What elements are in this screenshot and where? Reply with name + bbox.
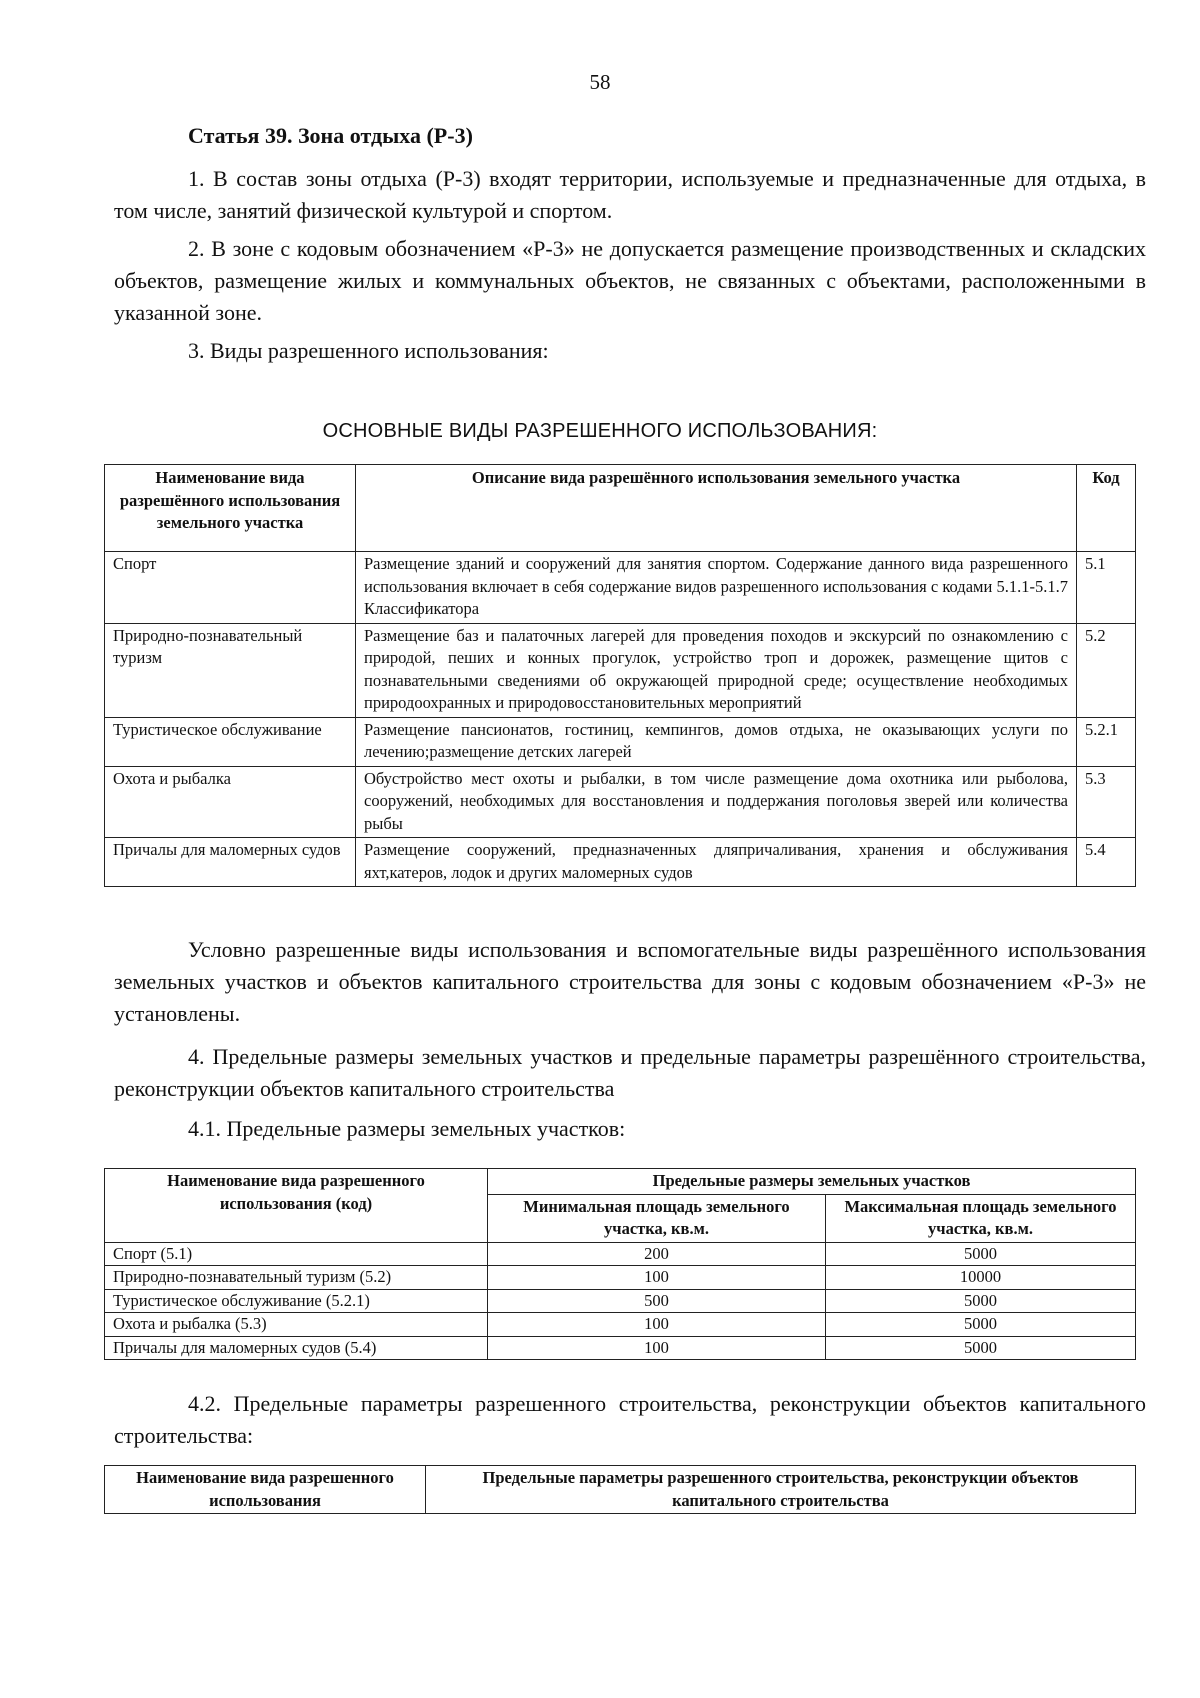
max-area: 5000 xyxy=(826,1313,1136,1337)
paragraph-3: 3. Виды разрешенного использования: xyxy=(188,338,549,363)
min-area: 100 xyxy=(488,1313,826,1337)
table-row xyxy=(105,1313,1136,1337)
table-row xyxy=(105,717,1136,766)
header-build-params: Предельные параметры разрешенного строительства, реконструкции объектов капитального строительства xyxy=(426,1466,1136,1514)
build-params-table xyxy=(104,1465,1136,1514)
min-area: 100 xyxy=(488,1336,826,1360)
min-area: 500 xyxy=(488,1289,826,1313)
use-name-code: Причалы для маломерных судов (5.4) xyxy=(105,1336,488,1360)
use-code: 5.4 xyxy=(1077,838,1136,887)
article-title: Статья 39. Зона отдыха (Р-3) xyxy=(188,123,473,148)
max-area: 5000 xyxy=(826,1336,1136,1360)
header-plot-sizes-group: Предельные размеры земельных участков xyxy=(488,1169,1136,1195)
use-name-code: Охота и рыбалка (5.3) xyxy=(105,1313,488,1337)
header-min-area: Минимальная площадь земельного участка, кв.м. xyxy=(488,1194,826,1242)
page-number: 58 xyxy=(589,70,611,94)
use-description: Размещение пансионатов, гостиниц, кемпингов, домов отдыха, не оказывающих услуги по лечению;размещение детских лагерей xyxy=(356,717,1077,766)
table-row xyxy=(105,552,1136,624)
paragraph-5: 4. Предельные размеры земельных участков и предельные параметры разрешённого строительства, реконструкции объектов капитального строительства xyxy=(114,1044,1146,1101)
plot-sizes-table xyxy=(104,1168,1136,1360)
paragraph-2: 2. В зоне с кодовым обозначением «Р-3» не допускается размещение производственных и складских объектов, размещение жилых и коммунальных объектов, не связанных с объектами, расположенными в указанной зоне. xyxy=(114,236,1146,325)
max-area: 10000 xyxy=(826,1266,1136,1290)
main-uses-heading: ОСНОВНЫЕ ВИДЫ РАЗРЕШЕННОГО ИСПОЛЬЗОВАНИЯ: xyxy=(322,420,878,442)
use-name-code: Природно-познавательный туризм (5.2) xyxy=(105,1266,488,1290)
table-row xyxy=(105,766,1136,838)
use-name: Охота и рыбалка xyxy=(105,766,356,838)
table-row xyxy=(105,1289,1136,1313)
header-use-name-code: Наименование вида разрешенного использования (код) xyxy=(105,1169,488,1243)
use-name-code: Туристическое обслуживание (5.2.1) xyxy=(105,1289,488,1313)
table-row xyxy=(105,838,1136,887)
table-header-row xyxy=(105,1169,1136,1195)
use-description: Размещение зданий и сооружений для занятия спортом. Содержание данного вида разрешенного использования включает в себя содержание видов разрешенного использования с кодами 5.1.1-5.1.7 Классификатора xyxy=(356,552,1077,624)
table-row xyxy=(105,1242,1136,1266)
use-code: 5.2.1 xyxy=(1077,717,1136,766)
table-row xyxy=(105,1266,1136,1290)
max-area: 5000 xyxy=(826,1289,1136,1313)
use-code: 5.3 xyxy=(1077,766,1136,838)
use-description: Размещение баз и палаточных лагерей для проведения походов и экскурсий по ознакомлению с природой, пеших и конных прогулок, устройство троп и дорожек, размещение щитов с познавательными сведениями об окружающей природной среде; осуществление необходимых природоохранных и природовосстановительных мероприятий xyxy=(356,623,1077,717)
table-header-row xyxy=(105,465,1136,552)
paragraph-1: 1. В состав зоны отдыха (Р-3) входят территории, используемые и предназначенные для отдыха, в том числе, занятий физической культурой и спортом. xyxy=(114,166,1146,223)
max-area: 5000 xyxy=(826,1242,1136,1266)
use-name: Спорт xyxy=(105,552,356,624)
use-name: Причалы для маломерных судов xyxy=(105,838,356,887)
min-area: 200 xyxy=(488,1242,826,1266)
paragraph-4: Условно разрешенные виды использования и вспомогательные виды разрешённого использования земельных участков и объектов капитального строительства для зоны с кодовым обозначением «Р-3» не установлены. xyxy=(114,937,1146,1026)
use-code: 5.2 xyxy=(1077,623,1136,717)
table-row xyxy=(105,1336,1136,1360)
table-row xyxy=(105,623,1136,717)
header-code: Код xyxy=(1077,465,1136,552)
use-description: Обустройство мест охоты и рыбалки, в том числе размещение дома охотника или рыболова, сооружений, необходимых для восстановления и поддержания поголовья зверей или количества рыбы xyxy=(356,766,1077,838)
use-description: Размещение сооружений, предназначенных дляпричаливания, хранения и обслуживания яхт,катеров, лодок и других маломерных судов xyxy=(356,838,1077,887)
use-name: Природно-познавательный туризм xyxy=(105,623,356,717)
use-code: 5.1 xyxy=(1077,552,1136,624)
header-max-area: Максимальная площадь земельного участка, кв.м. xyxy=(826,1194,1136,1242)
use-name-code: Спорт (5.1) xyxy=(105,1242,488,1266)
min-area: 100 xyxy=(488,1266,826,1290)
use-name: Туристическое обслуживание xyxy=(105,717,356,766)
paragraph-6: 4.1. Предельные размеры земельных участков: xyxy=(188,1116,626,1141)
header-use-description: Описание вида разрешённого использования земельного участка xyxy=(356,465,1077,552)
header-use-name: Наименование вида разрешённого использования земельного участка xyxy=(105,465,356,552)
paragraph-7: 4.2. Предельные параметры разрешенного строительства, реконструкции объектов капитального строительства: xyxy=(114,1391,1146,1448)
header-use-name: Наименование вида разрешенного использования xyxy=(105,1466,426,1514)
main-uses-table xyxy=(104,464,1136,887)
table-header-row xyxy=(105,1466,1136,1514)
